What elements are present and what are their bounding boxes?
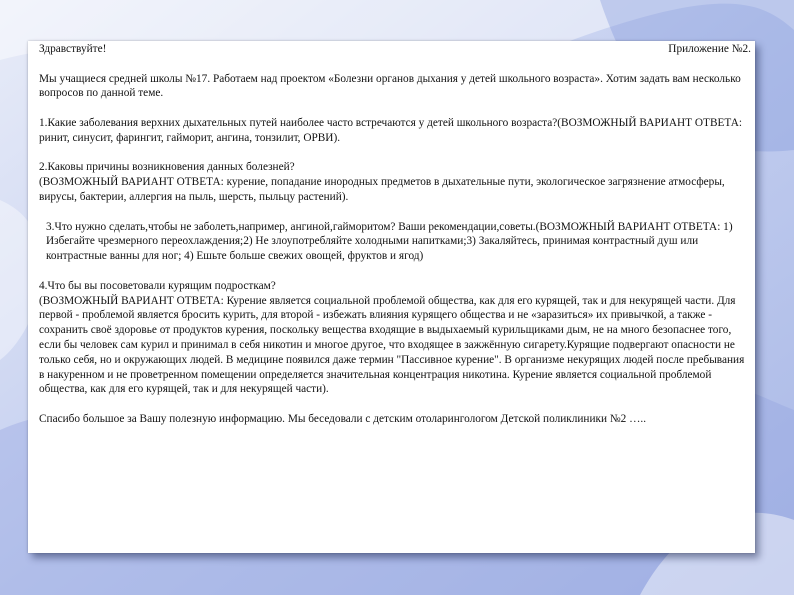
greeting: Здравствуйте! (39, 43, 107, 55)
question-4: 4.Что бы вы посоветовали курящим подросткам? (39, 279, 276, 292)
question-3: 3.Что нужно сделать,чтобы не заболеть,например, ангиной,гайморитом? Ваши рекомендации,советы.(ВОЗМОЖНЫЙ ВАРИАНТ ОТВЕТА: 1) Избегайте чрезмерного переохлаждения;2) Не злоупотребляйте холодными напитками;3) Закаляйтесь, принимая контрастный душ или контрастные ванны для ног; 4) Ешьте больше свежих овощей, фруктов и ягод) (46, 220, 733, 263)
answer-2: (ВОЗМОЖНЫЙ ВАРИАНТ ОТВЕТА: курение, попадание инородных предметов в дыхательные пути, экологическое загрязнение атмосферы, вирусы, бактерии, аллергия на пыль, шерсть, пыльцу растений). (39, 176, 725, 203)
question-2: 2.Каковы причины возникновения данных болезней? (39, 161, 295, 174)
header-row (39, 42, 751, 57)
answer-4: (ВОЗМОЖНЫЙ ВАРИАНТ ОТВЕТА: Курение является социальной проблемой общества, как для его курящей, так и для некурящей части. Для первой - проблемой является бросить курить, для второй - избежать влияния курящего общества и не «заразиться» их привычкой, а также - сохранить своё здоровье от продуктов курения, поскольку вещества входящие в выдыхаемый курильщиками дым, не на много безопаснее того, если бы человек сам курил и принимал в себя никотин и многое другое, что входящее в зажжённую сигарету.Курящие подвергают опасности не только себя, но и окружающих людей. В медицине появился даже термин "Пассивное курение". В организме некурящих людей после пребывания в накуренном и не проветренном помещении определяется значительная концентрация никотина. Курение является социальной проблемой общества, как для его курящей, так и для некурящей части). (39, 294, 745, 396)
thanks-paragraph: Спасибо большое за Вашу полезную информацию. Мы беседовали с детским отоларингологом Детской поликлиники №2 ….. (39, 412, 647, 425)
intro-paragraph: Мы учащиеся средней школы №17. Работаем над проектом «Болезни органов дыхания у детей школьного возраста». Хотим задать вам несколько вопросов по данной теме. (39, 72, 741, 100)
document-text (39, 42, 751, 427)
appendix-label: Приложение №2. (668, 43, 751, 55)
question-1: 1.Какие заболевания верхних дыхательных путей наиболее часто встречаются у детей школьного возраста?(ВОЗМОЖНЫЙ ВАРИАНТ ОТВЕТА: ринит, синусит, фарингит, гайморит, ангина, тонзилит, ОРВИ). (39, 116, 743, 144)
